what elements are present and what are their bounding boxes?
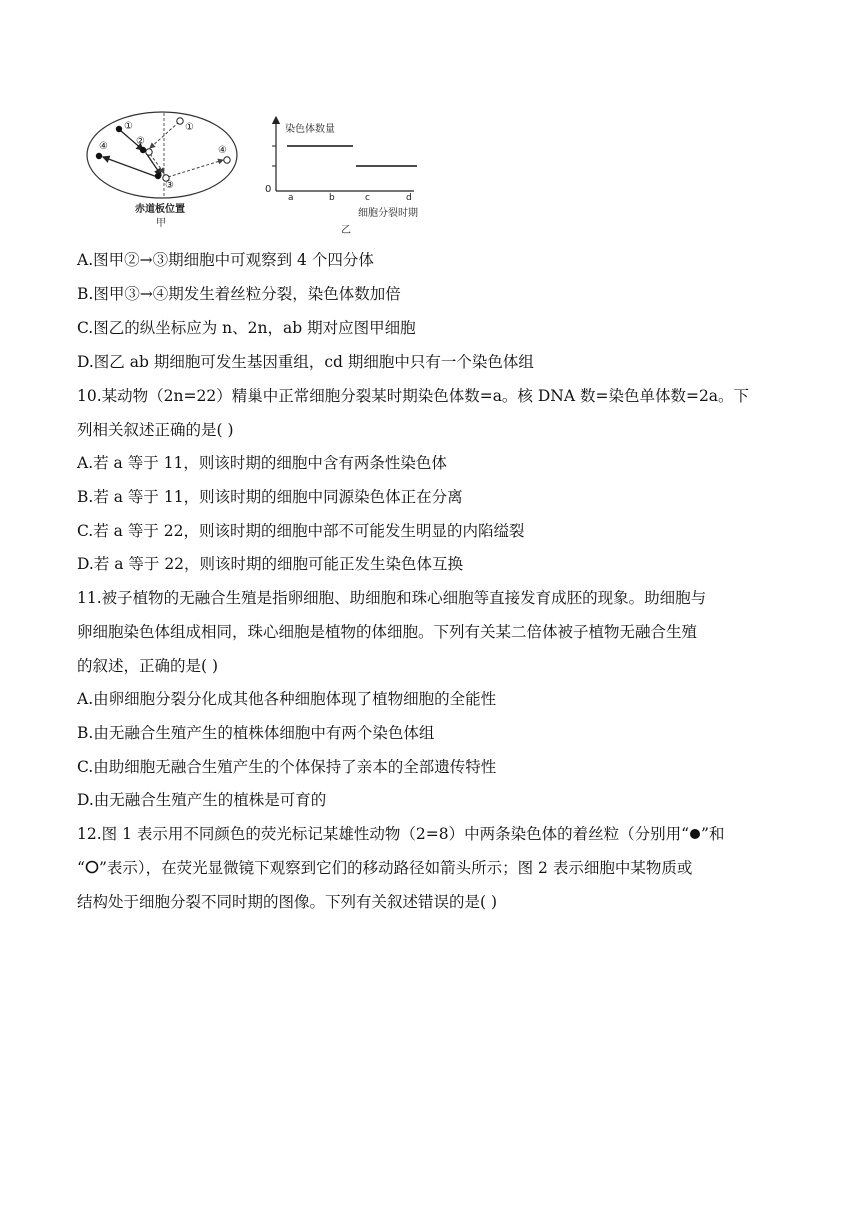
q10-stem-2: 列相关叙述正确的是( ) xyxy=(77,421,234,439)
x-axis-label: 细胞分裂时期 xyxy=(358,208,418,219)
q11-stem-1: 11.被子植物的无融合生殖是指卵细胞、助细胞和珠心细胞等直接发育成胚的现象。助细胞与 xyxy=(77,589,707,607)
q11-stem-2: 卵细胞染色体组成相同，珠心细胞是植物的体细胞。下列有关某二倍体被子植物无融合生殖 xyxy=(77,623,698,641)
tick-label-c: c xyxy=(365,193,370,203)
figure-jia-caption-1: 赤道板位置 xyxy=(135,204,185,215)
y-axis-label: 染色体数量 xyxy=(285,124,335,135)
q12-stem-2-text-b: ”表示），在荧光显微镜下观察到它们的移动路径如箭头所示；图 2 表示细胞中某物质或 xyxy=(98,859,693,877)
q12-stem-3: 结构处于细胞分裂不同时期的图像。下列有关叙述错误的是( ) xyxy=(77,893,498,911)
q11-option-c: C.由助细胞无融合生殖产生的个体保持了亲本的全部遗传特性 xyxy=(77,758,497,776)
q9-option-c: C.图乙的纵坐标应为 n、2n，ab 期对应图甲细胞 xyxy=(77,319,416,337)
origin-label: 0 xyxy=(265,184,272,195)
q11-option-b: B.由无融合生殖产生的植株体细胞中有两个染色体组 xyxy=(77,724,435,742)
open-circle-icon xyxy=(85,860,99,874)
label-4-open: ④ xyxy=(218,145,227,156)
tick-label-b: b xyxy=(329,193,335,203)
filled-dot-icon xyxy=(689,828,701,840)
tick-label-d: d xyxy=(406,193,412,203)
figure-yi-chart xyxy=(0,0,860,240)
q12-stem-2-text-a: “ xyxy=(77,859,85,877)
q10-option-c: C.若 a 等于 22，则该时期的细胞中部不可能发生明显的内陷缢裂 xyxy=(77,522,525,540)
q9-option-b: B.图甲③→④期发生着丝粒分裂，染色体数加倍 xyxy=(77,285,401,303)
q12-stem-1-text-a: 12.图 1 表示用不同颜色的荧光标记某雄性动物（2=8）中两条染色体的着丝粒（分别用“ xyxy=(77,825,690,843)
q10-stem-1: 10.某动物（2n=22）精巢中正常细胞分裂某时期染色体数=a。核 DNA 数=染色单体数=2a。下 xyxy=(77,387,750,405)
label-1-open: ① xyxy=(185,122,194,133)
q10-option-b: B.若 a 等于 11，则该时期的细胞中同源染色体正在分离 xyxy=(77,488,463,506)
label-3: ③ xyxy=(165,180,174,191)
q11-option-a: A.由卵细胞分裂分化成其他各种细胞体现了植物细胞的全能性 xyxy=(77,690,497,708)
tick-label-a: a xyxy=(288,193,294,203)
q11-option-d: D.由无融合生殖产生的植株是可育的 xyxy=(77,791,327,809)
q12-stem-1-text-b: ”和 xyxy=(701,825,725,843)
q9-option-a: A.图甲②→③期细胞中可观察到 4 个四分体 xyxy=(77,251,374,269)
q11-stem-3: 的叙述，正确的是( ) xyxy=(77,657,219,675)
figure-yi-caption: 乙 xyxy=(341,225,351,236)
q12-stem-2 xyxy=(77,858,692,878)
q9-option-d: D.图乙 ab 期细胞可发生基因重组，cd 期细胞中只有一个染色体组 xyxy=(77,353,534,371)
q12-stem-1 xyxy=(77,824,724,844)
label-1-filled: ① xyxy=(124,121,133,132)
figure-jia-caption-2: 甲 xyxy=(156,218,166,229)
label-2: ② xyxy=(136,136,145,147)
q10-option-d: D.若 a 等于 22，则该时期的细胞可能正发生染色体互换 xyxy=(77,555,464,573)
label-4-filled: ④ xyxy=(99,141,108,152)
q10-option-a: A.若 a 等于 11，则该时期的细胞中含有两条性染色体 xyxy=(77,454,447,472)
